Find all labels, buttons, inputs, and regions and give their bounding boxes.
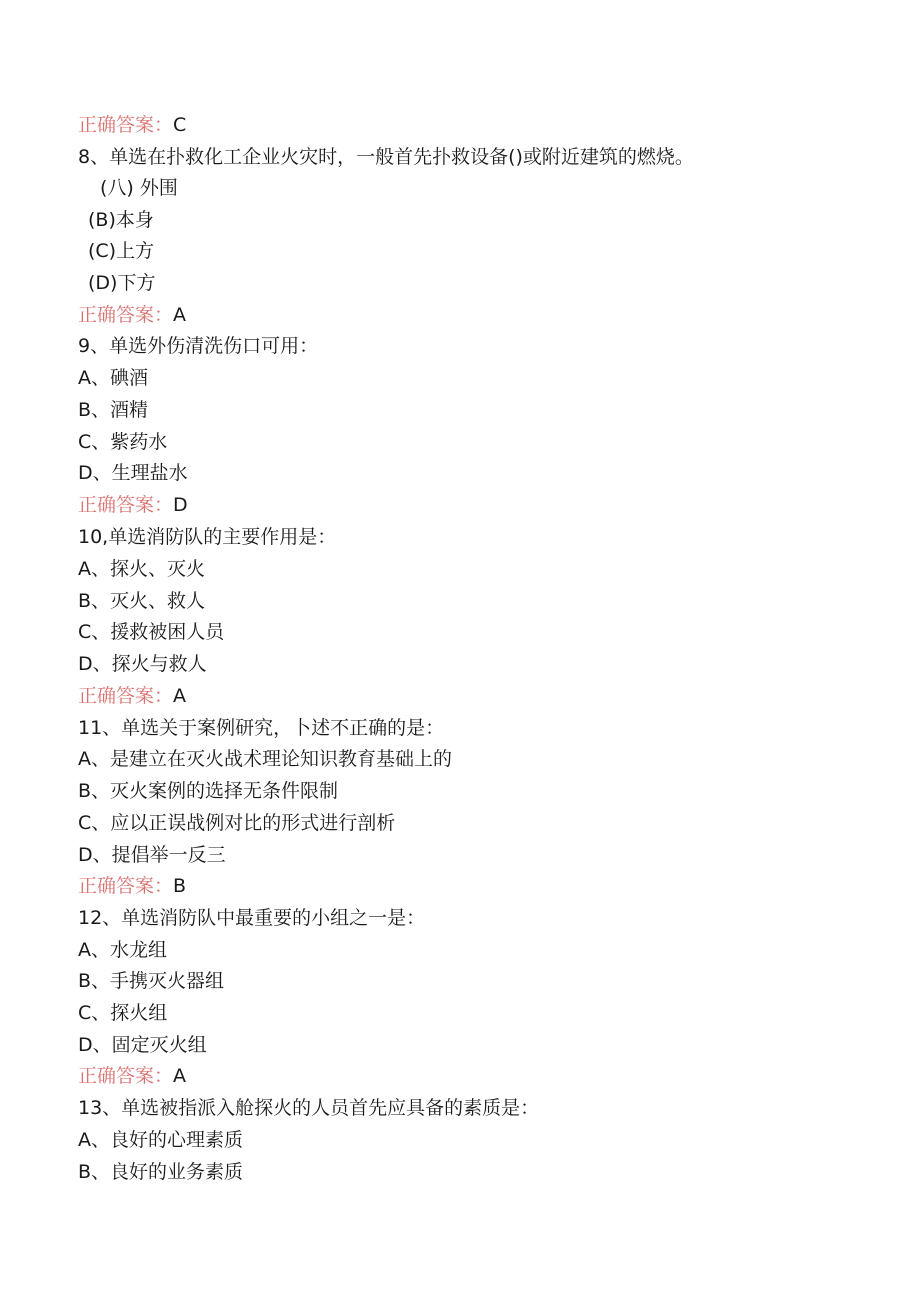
answer-value: C [173,114,187,136]
answer-label: 正确答案： [78,114,174,136]
option-text: A、碘酒 [78,367,148,389]
option-text: (B)本身 [88,209,154,231]
option-text: C、探火组 [78,1002,168,1024]
option-text: D、探火与救人 [78,653,207,675]
question-text: 9、单选外伤清洗伤口可用： [78,335,319,357]
option-text: B、灭火、救人 [78,590,206,612]
option-text: (八) 外围 [100,177,178,199]
option-text: D、生理盐水 [78,462,188,484]
option-text: (D)下方 [88,272,156,294]
option-text: D、提倡举一反三 [78,844,226,866]
option-text: (C)上方 [88,240,155,262]
option-text: C、援救被困人员 [78,621,225,643]
answer-line [78,684,186,708]
option-text: D、固定灭火组 [78,1034,207,1056]
answer-value: A [173,1065,187,1087]
answer-label: 正确答案： [78,1065,174,1087]
answer-label: 正确答案： [78,685,174,707]
option-text: B、酒精 [78,399,149,421]
answer-label: 正确答案： [78,875,174,897]
answer-line [78,493,188,517]
option-text: B、手携灭火器组 [78,970,225,992]
answer-label: 正确答案： [78,494,174,516]
question-text: 11、单选关于案例研究，卜述不正确的是： [78,717,445,739]
question-text: 12、单选消防队中最重要的小组之一是： [78,907,426,929]
option-text: B、灭火案例的选择无条件限制 [78,780,339,802]
answer-line [78,874,186,898]
answer-line [78,303,186,327]
option-text: C、紫药水 [78,431,168,453]
answer-label: 正确答案： [78,304,174,326]
answer-line [78,1064,186,1088]
option-text: A、是建立在灭火战术理论知识教育基础上的 [78,748,452,770]
answer-value: A [173,685,187,707]
option-text: A、探火、灭火 [78,558,205,580]
answer-line [78,113,186,137]
option-text: A、水龙组 [78,939,167,961]
answer-value: A [173,304,187,326]
answer-value: D [173,494,188,516]
question-text: 13、单选被指派入舱探火的人员首先应具备的素质是： [78,1097,540,1119]
option-text: B、良好的业务素质 [78,1161,244,1183]
option-text: A、良好的心理素质 [78,1129,243,1151]
option-text: C、应以正误战例对比的形式进行剖析 [78,812,396,834]
answer-value: B [173,875,187,897]
question-text: 10,单选消防队的主要作用是： [78,526,337,548]
question-text: 8、单选在扑救化工企业火灾时，一般首先扑救设备()或附近建筑的燃烧。 [78,146,694,168]
